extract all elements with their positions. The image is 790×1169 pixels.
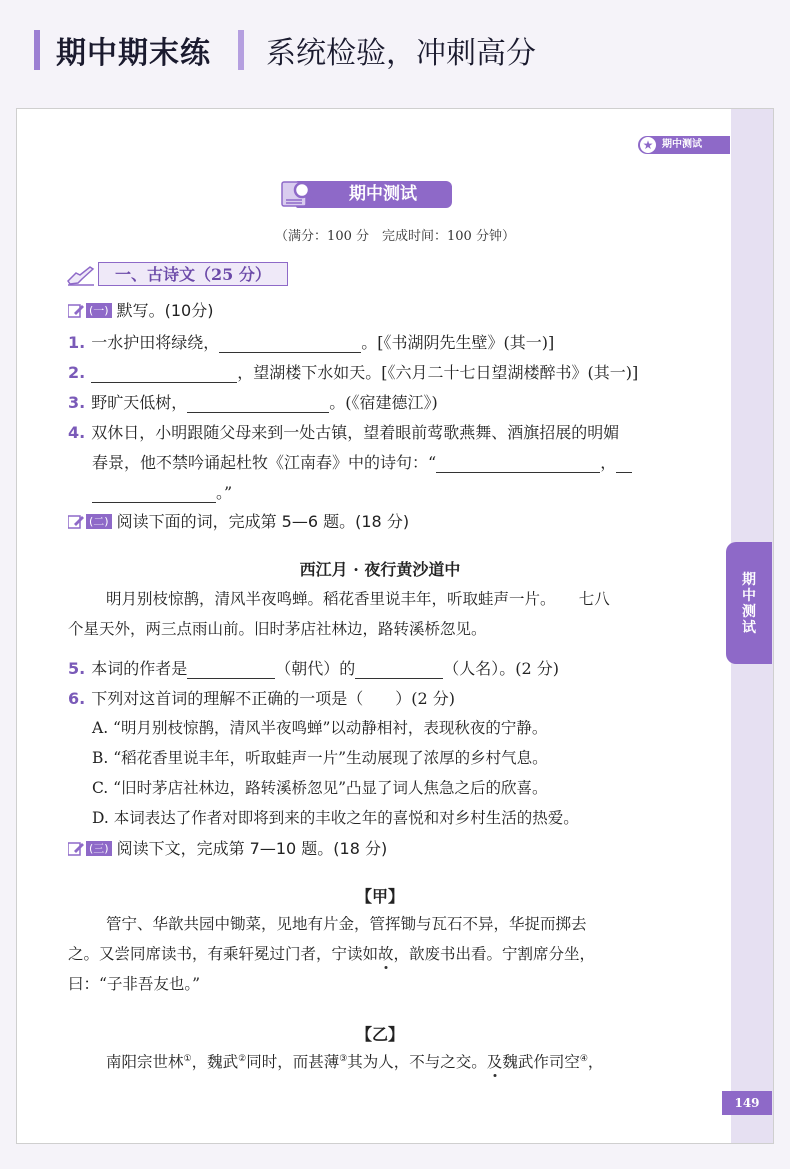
- banner-slogan: 系统检验，冲刺高分: [266, 36, 536, 71]
- question-6: [68, 686, 455, 709]
- passage-text: 同时，而甚薄: [246, 1053, 340, 1071]
- question-text: 。(《宿建德江》): [329, 393, 438, 412]
- pencil-icon: [68, 842, 84, 856]
- part-heading: [68, 836, 387, 856]
- question-3: [68, 390, 438, 413]
- answer-blank[interactable]: [219, 334, 361, 353]
- star-icon: ★: [640, 137, 656, 153]
- passage-text: ，歆废书出看。宁割席分坐，: [393, 945, 596, 963]
- part-heading: [68, 298, 213, 318]
- question-number: 3.: [68, 393, 86, 412]
- part-badge: (一): [86, 303, 112, 318]
- question-text: 。[《书湖阴先生壁》(其一)]: [361, 333, 555, 352]
- part-heading: [68, 509, 409, 529]
- question-number: 5.: [68, 659, 86, 678]
- passage-line: 曰：“子非吾友也。”: [68, 975, 201, 993]
- test-info: （满分：100 分 完成时间：100 分钟）: [275, 229, 515, 244]
- question-5: [68, 656, 559, 679]
- passage-text: 南阳宗世林: [106, 1053, 184, 1071]
- emphasis-char: 及: [486, 1053, 503, 1071]
- question-number: 1.: [68, 333, 86, 352]
- side-tab-char: 试: [742, 620, 756, 636]
- question-text: （人名）。(2 分): [443, 659, 560, 678]
- banner-title: 期中期末练: [56, 36, 211, 71]
- passage-text: 魏武作司空: [502, 1053, 580, 1071]
- question-text: 春景，他不禁吟诵起杜牧《江南春》中的诗句：“: [92, 453, 437, 472]
- header-tab-label: 期中测试: [662, 139, 702, 150]
- question-text: 。”: [216, 483, 233, 502]
- banner-divider-bar: [238, 30, 244, 70]
- question-number: 2.: [68, 363, 86, 382]
- test-title-box: [280, 178, 454, 210]
- question-number: 6.: [68, 689, 86, 708]
- side-tab-char: 中: [742, 588, 756, 604]
- test-title: 期中测试: [296, 181, 452, 208]
- passage-line: [68, 942, 595, 964]
- part-badge: (二): [86, 514, 112, 529]
- side-tab-label: [726, 572, 772, 636]
- question-text: ，望湖楼下水如天。[《六月二十七日望湖楼醉书》(其一)]: [237, 363, 639, 382]
- question-4: [68, 420, 619, 443]
- question-4-line2: [92, 450, 632, 473]
- answer-blank[interactable]: [436, 454, 600, 473]
- passage-text: 其为人，不与之交。: [347, 1053, 487, 1071]
- option-b: B. “稻花香里说丰年，听取蛙声一片”生动展现了浓厚的乡村气息。: [92, 749, 548, 767]
- answer-blank[interactable]: [187, 660, 275, 679]
- option-c: C. “旧时茅店社林边，路转溪桥忽见”凸显了词人焦急之后的欣喜。: [92, 779, 548, 797]
- top-banner: [0, 0, 790, 100]
- side-tab-char: 测: [742, 604, 756, 620]
- poem-title: 西江月 · 夜行黄沙道中: [299, 560, 461, 579]
- part-badge: (三): [86, 841, 112, 856]
- banner-accent-bar: [34, 30, 40, 70]
- page-number: 149: [722, 1091, 772, 1115]
- answer-blank[interactable]: [187, 394, 329, 413]
- poem-line: 明月别枝惊鹊，清风半夜鸣蝉。稻花香里说丰年，听取蛙声一片。 七八: [106, 590, 610, 608]
- question-4-line3: [92, 480, 232, 503]
- footnote-mark: ①: [183, 1053, 192, 1064]
- passage-text: 之。又尝同席读书，有乘轩冕过门者，宁读如: [68, 945, 379, 963]
- question-1: [68, 330, 554, 353]
- question-text: 野旷天低树，: [91, 393, 188, 412]
- option-a: A. “明月别枝惊鹊，清风半夜鸣蝉”以动静相衬，表现秋夜的宁静。: [92, 719, 548, 737]
- question-text: 双休日，小明跟随父母来到一处古镇，望着眼前莺歌燕舞、酒旗招展的明媚: [91, 423, 620, 442]
- answer-blank[interactable]: [355, 660, 443, 679]
- side-tab-char: 期: [742, 572, 756, 588]
- footnote-mark: ③: [339, 1053, 348, 1064]
- passage-text: ，: [587, 1053, 604, 1071]
- passage-line: [106, 1050, 603, 1072]
- part-title: 阅读下面的词，完成第 5—6 题。(18 分): [116, 512, 410, 531]
- pencil-icon: [68, 304, 84, 318]
- answer-blank[interactable]: [92, 484, 216, 503]
- part-title: 默写。(10分): [116, 301, 214, 320]
- pencil-icon: [68, 515, 84, 529]
- passage-line: 管宁、华歆共园中锄菜，见地有片金，管挥锄与瓦石不异，华捉而掷去: [106, 915, 587, 933]
- poem-line: 个星天外，两三点雨山前。旧时茅店社林边，路转溪桥忽见。: [68, 620, 487, 638]
- question-number: 4.: [68, 423, 86, 442]
- answer-blank[interactable]: [91, 364, 237, 383]
- emphasis-char: 故: [378, 945, 394, 963]
- passage-text: ，魏武: [191, 1053, 239, 1071]
- footnote-mark: ②: [238, 1053, 247, 1064]
- question-2: [68, 360, 638, 383]
- section-label: 一、古诗文（25 分）: [98, 262, 288, 286]
- passage-a-title: 【甲】: [355, 887, 404, 906]
- footnote-mark: ④: [579, 1053, 588, 1064]
- passage-b-title: 【乙】: [355, 1025, 404, 1044]
- question-text: ，: [600, 453, 617, 472]
- question-text: 本词的作者是: [91, 659, 188, 678]
- question-text: 下列对这首词的理解不正确的一项是（ ）(2 分): [91, 689, 455, 708]
- question-text: （朝代）的: [275, 659, 356, 678]
- part-title: 阅读下文，完成第 7—10 题。(18 分): [116, 839, 388, 858]
- question-text: 一水护田将绿绕，: [91, 333, 220, 352]
- writing-hand-icon: [66, 263, 96, 287]
- option-d: D. 本词表达了作者对即将到来的丰收之年的喜悦和对乡村生活的热爱。: [92, 809, 579, 827]
- answer-blank[interactable]: [616, 454, 632, 473]
- magnifier-book-icon: [280, 178, 316, 210]
- header-tab: [638, 136, 730, 154]
